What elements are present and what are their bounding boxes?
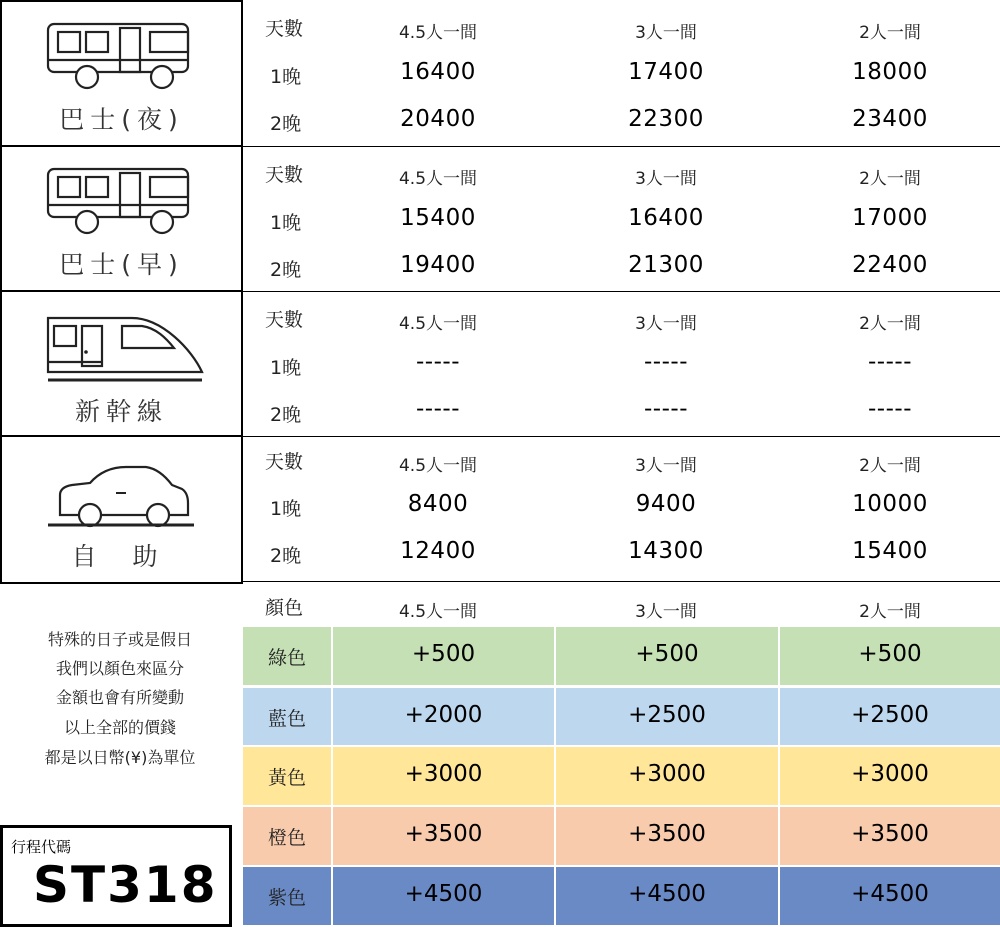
color-label: 紫色 (267, 887, 307, 909)
surcharge-cell (556, 688, 778, 745)
surcharge-value: +2500 (628, 702, 706, 728)
surcharge-cell (333, 807, 554, 865)
note-line: 金額也會有所變動 (55, 688, 184, 707)
surcharge-value: +3000 (404, 761, 483, 787)
surcharge-value: +3500 (851, 821, 929, 847)
note-line: 都是以日幣(¥)為單位 (44, 748, 196, 767)
surcharge-cell (780, 747, 1000, 805)
price-cell: 20400 (400, 106, 476, 132)
price-cell: 10000 (852, 491, 928, 517)
header-room-4-5: 4.5人一間 (398, 23, 478, 43)
price-cell: 15400 (852, 538, 928, 564)
price-cell: 23400 (852, 106, 928, 132)
price-cell: 8400 (407, 491, 469, 517)
row-divider (241, 291, 1000, 292)
color-row (243, 688, 1000, 745)
surcharge-cell (780, 867, 1000, 925)
price-cell: 22400 (852, 252, 928, 278)
surcharge-value: +500 (411, 641, 476, 667)
row-divider (241, 436, 1000, 437)
surcharge-cell (333, 688, 554, 745)
night-label: 1晚 (270, 212, 302, 234)
row-divider (241, 581, 1000, 582)
surcharge-cell (556, 627, 778, 685)
color-label: 橙色 (267, 827, 307, 849)
surcharge-value: +2000 (404, 702, 483, 728)
tour-code-box (0, 825, 232, 927)
price-cell: 19400 (400, 252, 476, 278)
header-room-2: 2人一間 (859, 602, 921, 622)
surcharge-cell (333, 867, 554, 925)
night-label: 1晚 (270, 66, 302, 88)
surcharge-value: +2500 (851, 702, 929, 728)
transport-name: 新幹線 (74, 397, 168, 426)
price-cell: 17400 (628, 59, 704, 85)
header-room-4-5: 4.5人一間 (398, 456, 478, 476)
price-cell: 15400 (400, 205, 476, 231)
bus-icon (42, 165, 192, 235)
surcharge-cell (556, 747, 778, 805)
transport-name: 自 助 (71, 542, 172, 571)
price-cell: 16400 (628, 205, 704, 231)
bus-icon (42, 20, 192, 90)
night-label: 1晚 (270, 357, 302, 379)
header-room-4-5: 4.5人一間 (398, 314, 478, 334)
transport-cell-bus-morning (0, 145, 243, 292)
color-label-cell (243, 867, 331, 925)
tour-code-value: ST318 (33, 856, 218, 914)
price-cell: ----- (868, 349, 912, 375)
color-label: 黃色 (267, 767, 307, 789)
surcharge-cell (780, 807, 1000, 865)
price-cell: ----- (416, 396, 460, 422)
header-days: 天數 (265, 309, 304, 331)
night-label: 2晚 (270, 113, 302, 135)
tour-code-label: 行程代碼 (11, 838, 72, 856)
color-header: 顏色 (265, 597, 304, 619)
header-room-3: 3人一間 (635, 456, 697, 476)
night-label: 2晚 (270, 259, 302, 281)
color-label-cell (243, 747, 331, 805)
surcharge-value: +500 (858, 641, 922, 667)
night-label: 2晚 (270, 404, 302, 426)
header-days: 天數 (265, 164, 304, 186)
row-divider (241, 146, 1000, 147)
price-cell: 21300 (628, 252, 704, 278)
header-room-2: 2人一間 (859, 456, 921, 476)
night-label: 2晚 (270, 545, 302, 567)
night-label: 1晚 (270, 498, 302, 520)
price-cell: ----- (644, 349, 688, 375)
header-room-2: 2人一間 (859, 169, 921, 189)
surcharge-value: +4500 (404, 881, 483, 907)
surcharge-value: +500 (635, 641, 699, 667)
price-cell: ----- (644, 396, 688, 422)
note-line: 特殊的日子或是假日 (47, 630, 192, 649)
price-cell: ----- (416, 349, 460, 375)
surcharge-cell (333, 627, 554, 685)
price-cell: ----- (868, 396, 912, 422)
header-room-4-5: 4.5人一間 (398, 602, 478, 622)
header-room-3: 3人一間 (635, 169, 697, 189)
color-row (243, 627, 1000, 685)
header-room-3: 3人一間 (635, 314, 697, 334)
price-cell: 18000 (852, 59, 928, 85)
car-icon (46, 459, 196, 529)
price-cell: 12400 (400, 538, 476, 564)
price-cell: 16400 (400, 59, 476, 85)
header-room-2: 2人一間 (859, 23, 921, 43)
surcharge-cell (333, 747, 554, 805)
surcharge-cell (556, 867, 778, 925)
note-line: 以上全部的價錢 (63, 718, 176, 737)
color-row (243, 867, 1000, 925)
color-label: 藍色 (267, 708, 307, 730)
surcharge-cell (780, 627, 1000, 685)
color-label-cell (243, 627, 331, 685)
price-cell: 22300 (628, 106, 704, 132)
transport-cell-self (0, 435, 243, 584)
bullet-train-icon (42, 310, 207, 386)
transport-cell-shinkansen (0, 290, 243, 437)
header-days: 天數 (265, 18, 304, 40)
color-label-cell (243, 688, 331, 745)
color-label: 綠色 (267, 647, 307, 669)
surcharge-value: +3000 (851, 761, 929, 787)
header-room-4-5: 4.5人一間 (398, 169, 478, 189)
surcharge-value: +4500 (628, 881, 706, 907)
price-cell: 14300 (628, 538, 704, 564)
transport-name: 巴士(夜) (59, 105, 184, 134)
header-room-3: 3人一間 (635, 602, 697, 622)
price-cell: 9400 (635, 491, 697, 517)
header-room-2: 2人一間 (859, 314, 921, 334)
surcharge-cell (556, 807, 778, 865)
header-room-3: 3人一間 (635, 23, 697, 43)
surcharge-cell (780, 688, 1000, 745)
surcharge-value: +3000 (628, 761, 706, 787)
note-line: 我們以顏色來區分 (55, 659, 184, 678)
surcharge-value: +3500 (404, 821, 483, 847)
color-row (243, 807, 1000, 865)
price-cell: 17000 (852, 205, 928, 231)
transport-name: 巴士(早) (59, 250, 184, 279)
color-label-cell (243, 807, 331, 865)
surcharge-value: +3500 (628, 821, 706, 847)
color-row (243, 747, 1000, 805)
transport-cell-bus-night (0, 0, 243, 147)
header-days: 天數 (265, 451, 304, 473)
surcharge-value: +4500 (851, 881, 929, 907)
